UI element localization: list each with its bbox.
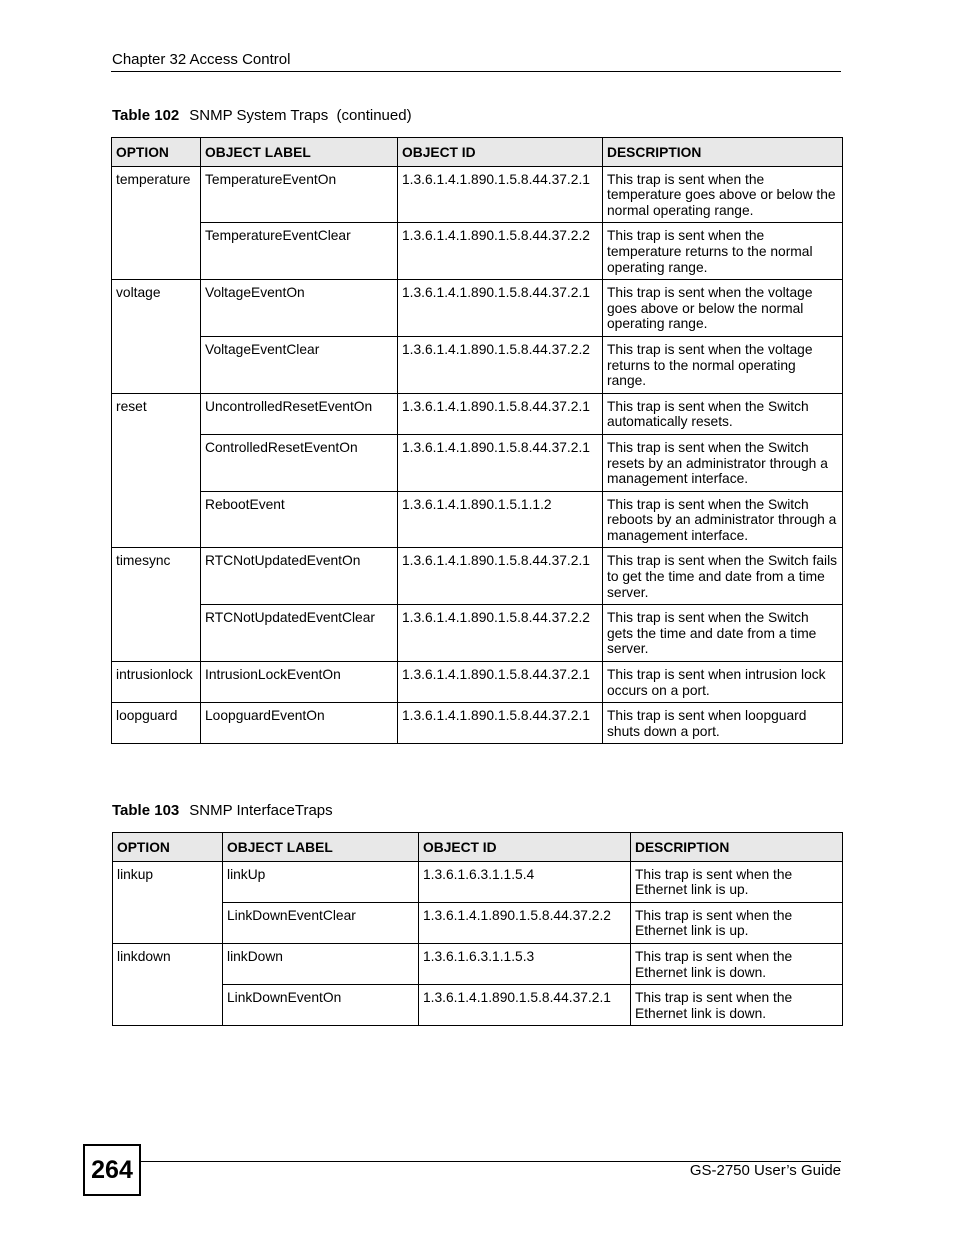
object-label-cell: linkUp	[223, 861, 419, 902]
chapter-header: Chapter 32 Access Control	[112, 51, 291, 68]
column-header-option: OPTION	[112, 138, 201, 167]
description-cell: This trap is sent when intrusion lock occurs on a port.	[603, 662, 843, 703]
description-cell: This trap is sent when the Switch reboots by an administrator through a management interface.	[603, 491, 843, 548]
option-cell: timesync	[112, 548, 201, 662]
object-id-cell: 1.3.6.1.4.1.890.1.5.8.44.37.2.1	[398, 434, 603, 491]
option-cell: linkup	[113, 861, 223, 943]
column-header-object-label: OBJECT LABEL	[223, 833, 419, 862]
description-cell: This trap is sent when the Switch resets by an administrator through a management interface.	[603, 434, 843, 491]
object-label-cell: VoltageEventClear	[201, 336, 398, 393]
table-row	[112, 662, 843, 703]
table-row	[112, 491, 843, 548]
guide-title: GS-2750 User’s Guide	[689, 1162, 841, 1179]
object-id-cell: 1.3.6.1.4.1.890.1.5.8.44.37.2.2	[398, 223, 603, 280]
column-header-description: DESCRIPTION	[603, 138, 843, 167]
table-row	[113, 943, 843, 984]
description-cell: This trap is sent when the voltage returns to the normal operating range.	[603, 336, 843, 393]
object-label-cell: RTCNotUpdatedEventOn	[201, 548, 398, 605]
object-label-cell: LoopguardEventOn	[201, 703, 398, 744]
table-row	[112, 280, 843, 337]
column-header-object-id: OBJECT ID	[398, 138, 603, 167]
description-cell: This trap is sent when the temperature returns to the normal operating range.	[603, 223, 843, 280]
table-row	[112, 548, 843, 605]
object-id-cell: 1.3.6.1.4.1.890.1.5.8.44.37.2.1	[398, 280, 603, 337]
description-cell: This trap is sent when the voltage goes above or below the normal operating range.	[603, 280, 843, 337]
table-103-caption	[112, 802, 333, 819]
object-id-cell: 1.3.6.1.4.1.890.1.5.8.44.37.2.1	[398, 662, 603, 703]
option-cell: temperature	[112, 166, 201, 280]
object-label-cell: TemperatureEventOn	[201, 166, 398, 223]
object-label-cell: linkDown	[223, 943, 419, 984]
object-label-cell: VoltageEventOn	[201, 280, 398, 337]
object-id-cell: 1.3.6.1.4.1.890.1.5.8.44.37.2.1	[398, 393, 603, 434]
column-header-description: DESCRIPTION	[631, 833, 843, 862]
object-id-cell: 1.3.6.1.4.1.890.1.5.8.44.37.2.1	[398, 166, 603, 223]
table-row	[112, 223, 843, 280]
object-id-cell: 1.3.6.1.6.3.1.1.5.4	[419, 861, 631, 902]
table-row	[112, 605, 843, 662]
object-id-cell: 1.3.6.1.4.1.890.1.5.8.44.37.2.1	[398, 703, 603, 744]
table-header-row	[113, 833, 843, 862]
description-cell: This trap is sent when the Ethernet link is up.	[631, 902, 843, 943]
object-label-cell: ControlledResetEventOn	[201, 434, 398, 491]
option-cell: linkdown	[113, 943, 223, 1025]
description-cell: This trap is sent when the Switch automatically resets.	[603, 393, 843, 434]
object-id-cell: 1.3.6.1.4.1.890.1.5.1.1.2	[398, 491, 603, 548]
option-cell: intrusionlock	[112, 662, 201, 703]
table-103-caption-title: SNMP InterfaceTraps	[189, 802, 333, 819]
object-id-cell: 1.3.6.1.4.1.890.1.5.8.44.37.2.2	[419, 902, 631, 943]
object-label-cell: UncontrolledResetEventOn	[201, 393, 398, 434]
table-row	[113, 985, 843, 1026]
description-cell: This trap is sent when the Ethernet link is down.	[631, 985, 843, 1026]
object-id-cell: 1.3.6.1.4.1.890.1.5.8.44.37.2.2	[398, 336, 603, 393]
column-header-object-label: OBJECT LABEL	[201, 138, 398, 167]
snmp-system-traps-table	[111, 137, 843, 744]
description-cell: This trap is sent when the Switch fails to get the time and date from a time server.	[603, 548, 843, 605]
object-id-cell: 1.3.6.1.4.1.890.1.5.8.44.37.2.2	[398, 605, 603, 662]
table-103-caption-label: Table 103	[112, 802, 180, 819]
column-header-option: OPTION	[113, 833, 223, 862]
object-label-cell: LinkDownEventOn	[223, 985, 419, 1026]
option-cell: loopguard	[112, 703, 201, 744]
option-cell: voltage	[112, 280, 201, 394]
table-102-caption-label: Table 102	[112, 107, 180, 124]
description-cell: This trap is sent when loopguard shuts down a port.	[603, 703, 843, 744]
page-number: 264	[83, 1144, 141, 1196]
header-divider	[111, 71, 841, 72]
object-id-cell: 1.3.6.1.4.1.890.1.5.8.44.37.2.1	[419, 985, 631, 1026]
object-label-cell: IntrusionLockEventOn	[201, 662, 398, 703]
object-id-cell: 1.3.6.1.6.3.1.1.5.3	[419, 943, 631, 984]
table-row	[112, 336, 843, 393]
table-row	[112, 434, 843, 491]
object-label-cell: TemperatureEventClear	[201, 223, 398, 280]
column-header-object-id: OBJECT ID	[419, 833, 631, 862]
table-row	[112, 393, 843, 434]
snmp-interface-traps-table	[112, 832, 843, 1026]
object-label-cell: RTCNotUpdatedEventClear	[201, 605, 398, 662]
description-cell: This trap is sent when the temperature goes above or below the normal operating range.	[603, 166, 843, 223]
table-row	[113, 902, 843, 943]
table-row	[112, 166, 843, 223]
object-id-cell: 1.3.6.1.4.1.890.1.5.8.44.37.2.1	[398, 548, 603, 605]
table-header-row	[112, 138, 843, 167]
description-cell: This trap is sent when the Switch gets the time and date from a time server.	[603, 605, 843, 662]
object-label-cell: LinkDownEventClear	[223, 902, 419, 943]
table-row	[112, 703, 843, 744]
option-cell: reset	[112, 393, 201, 548]
table-102-caption	[112, 107, 412, 124]
object-label-cell: RebootEvent	[201, 491, 398, 548]
description-cell: This trap is sent when the Ethernet link is up.	[631, 861, 843, 902]
table-row	[113, 861, 843, 902]
table-102-caption-title: SNMP System Traps (continued)	[189, 107, 412, 124]
description-cell: This trap is sent when the Ethernet link is down.	[631, 943, 843, 984]
